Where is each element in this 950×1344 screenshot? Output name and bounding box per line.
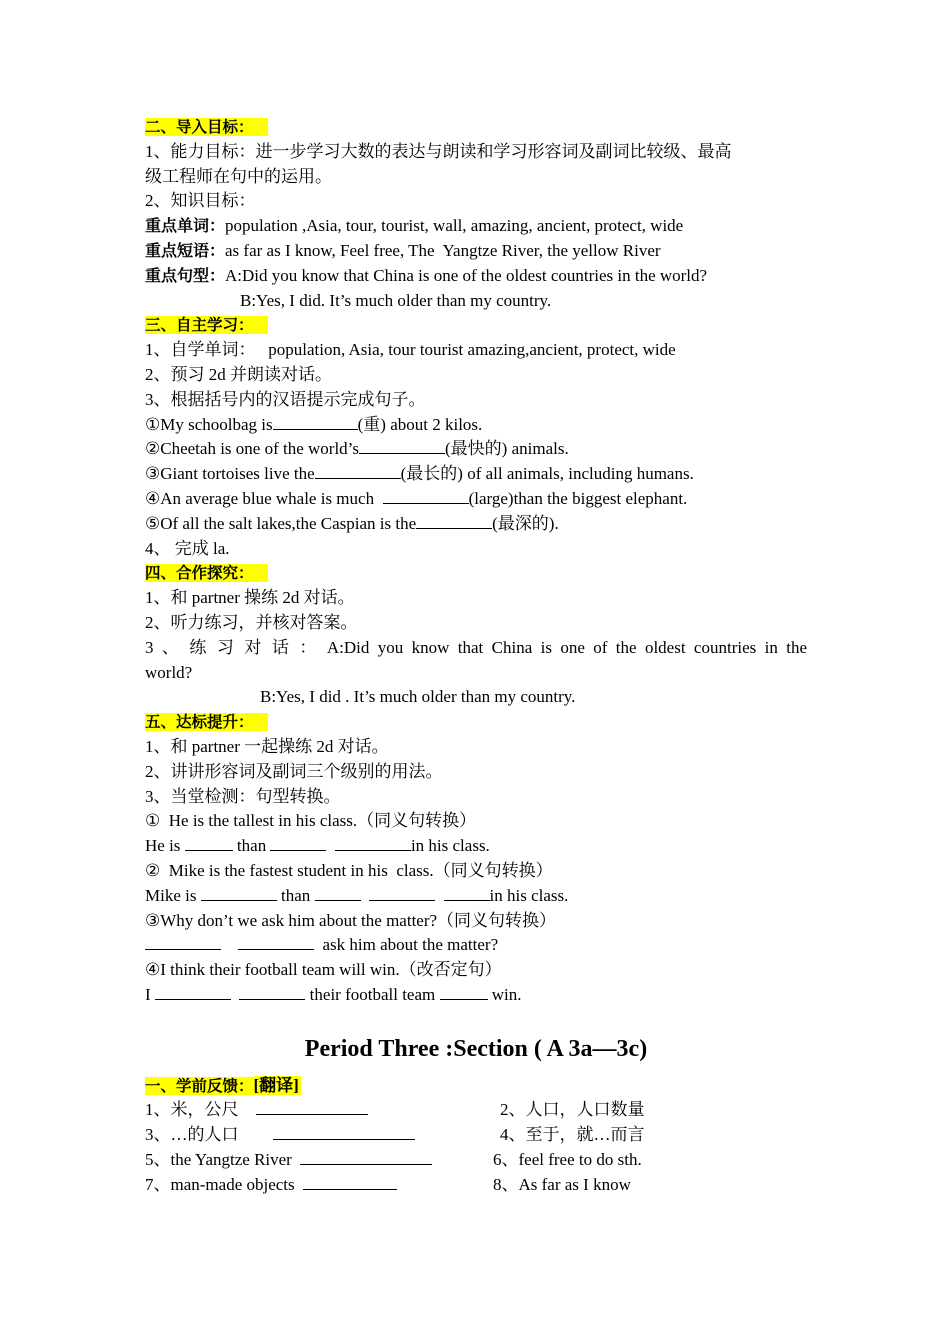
answer-blank[interactable] bbox=[444, 884, 490, 901]
key-phrases-label: 重点短语： bbox=[145, 240, 226, 260]
translate-row-2: 3、…的人口 4、至于，就…而言 bbox=[145, 1125, 645, 1145]
practice-2d: 1、和 partner 操练 2d 对话。 bbox=[145, 588, 355, 608]
transform-1-answer: He is than in his class. bbox=[145, 836, 490, 856]
transform-1: ① He is the tallest in his class.（同义句转换） bbox=[145, 811, 477, 831]
answer-blank[interactable] bbox=[383, 487, 469, 504]
partner-practice: 1、和 partner 一起操练 2d 对话。 bbox=[145, 736, 389, 756]
section-2-title-line bbox=[145, 115, 807, 140]
key-sentence-a: A:Did you know that China is one of the oldest countries in the world? bbox=[225, 265, 708, 285]
answer-blank[interactable] bbox=[300, 1148, 432, 1165]
transform-2: ② Mike is the fastest student in his class.（同义句转换） bbox=[145, 860, 553, 880]
question-4: ④An average blue whale is much (large)than the biggest elephant. bbox=[145, 488, 688, 508]
answer-blank[interactable] bbox=[256, 1098, 368, 1115]
transform-4: ④I think their football team will win.（改否定句） bbox=[145, 960, 502, 980]
answer-blank[interactable] bbox=[359, 437, 445, 454]
question-3: ③Giant tortoises live the (最长的) of all animals, including humans. bbox=[145, 464, 694, 484]
class-test: 3、当堂检测：句型转换。 bbox=[145, 786, 341, 806]
key-words-line bbox=[145, 214, 807, 239]
key-sentences-label: 重点句型： bbox=[145, 265, 226, 285]
transform-2-answer: Mike is than in his class. bbox=[145, 885, 569, 905]
self-study-words: 1、自学单词： population, Asia, tour tourist amazing,ancient, protect, wide bbox=[145, 340, 676, 360]
transform-3: ③Why don’t we ask him about the matter?（同义句转换） bbox=[145, 910, 557, 930]
period-section-1-title: 一、学前反馈： bbox=[145, 1076, 254, 1095]
key-sentence-b: B:Yes, I did. It’s much older than my country. bbox=[240, 290, 552, 310]
answer-blank[interactable] bbox=[239, 983, 305, 1000]
answer-blank[interactable] bbox=[145, 933, 221, 950]
answer-blank[interactable] bbox=[185, 834, 233, 851]
key-words-label: 重点单词： bbox=[145, 216, 226, 236]
translate-row-4: 7、man-made objects 8、As far as I know bbox=[145, 1174, 631, 1194]
answer-blank[interactable] bbox=[303, 1173, 397, 1190]
key-sentences-line bbox=[145, 264, 807, 289]
answer-blank[interactable] bbox=[440, 983, 488, 1000]
answer-blank[interactable] bbox=[273, 413, 358, 430]
key-words: population ,Asia, tour, tourist, wall, amazing, ancient, protect, wide bbox=[225, 216, 684, 236]
answer-blank[interactable] bbox=[369, 884, 435, 901]
answer-blank[interactable] bbox=[201, 884, 277, 901]
period-heading: Period Three :Section ( A 3a—3c) bbox=[304, 1035, 648, 1062]
translate-tag: [翻译] bbox=[253, 1075, 299, 1095]
section-3-title-line bbox=[145, 313, 807, 338]
key-phrases-line bbox=[145, 239, 807, 264]
dialogue-practice-line2: world? bbox=[145, 662, 193, 682]
translate-row-3: 5、the Yangtze River 6、feel free to do sth. bbox=[145, 1150, 642, 1170]
usage-explanation: 2、讲讲形容词及副词三个级别的用法。 bbox=[145, 761, 443, 781]
knowledge-goal-line: 2、知识目标： bbox=[145, 191, 256, 211]
answer-blank[interactable] bbox=[315, 884, 361, 901]
answer-blank[interactable] bbox=[416, 512, 492, 529]
answer-blank[interactable] bbox=[335, 834, 411, 851]
section-4-title-line bbox=[145, 561, 807, 586]
translate-row-1: 1、米，公尺 2、人口，人口数量 bbox=[145, 1100, 645, 1120]
section-5-title-line bbox=[145, 710, 807, 735]
answer-blank[interactable] bbox=[155, 983, 231, 1000]
section-3-title: 三、自主学习： bbox=[145, 316, 268, 334]
period-section-1-title-line bbox=[145, 1074, 807, 1099]
listening-practice: 2、听力练习，并核对答案。 bbox=[145, 612, 358, 632]
preview-2d: 2、预习 2d 并朗读对话。 bbox=[145, 364, 332, 384]
answer-blank[interactable] bbox=[273, 1123, 415, 1140]
transform-3-answer: ask him about the matter? bbox=[145, 933, 807, 958]
question-2: ②Cheetah is one of the world’s (最快的) animals. bbox=[145, 439, 569, 459]
answer-blank[interactable] bbox=[315, 462, 401, 479]
complete-sentences-instruction: 3、根据括号内的汉语提示完成句子。 bbox=[145, 389, 426, 409]
ability-goal-line1: 1、能力目标：进一步学习大数的表达与朗读和学习形容词及副词比较级、最高 bbox=[145, 141, 732, 161]
section-5-title: 五、达标提升： bbox=[145, 713, 268, 731]
complete-1a: 4、 完成 la. bbox=[145, 538, 230, 558]
dialogue-practice-line1: 3 、 练 习 对 话 ： A:Did you know that China is one of the oldest countries in the bbox=[145, 637, 807, 657]
document-page bbox=[145, 115, 807, 1198]
ability-goal-line2: 级工程师在句中的运用。 bbox=[145, 166, 332, 186]
question-1: ①My schoolbag is (重) about 2 kilos. bbox=[145, 414, 483, 434]
answer-blank[interactable] bbox=[238, 933, 314, 950]
dialogue-practice-answer: B:Yes, I did . It’s much older than my country. bbox=[260, 687, 576, 707]
key-phrases: as far as I know, Feel free, The Yangtze River, the yellow River bbox=[225, 240, 661, 260]
transform-4-answer: I their football team win. bbox=[145, 984, 522, 1004]
answer-blank[interactable] bbox=[270, 834, 326, 851]
section-2-title: 二、导入目标： bbox=[145, 118, 268, 136]
question-5: ⑤Of all the salt lakes,the Caspian is the (最深的). bbox=[145, 513, 559, 533]
section-4-title: 四、合作探究： bbox=[145, 564, 268, 582]
